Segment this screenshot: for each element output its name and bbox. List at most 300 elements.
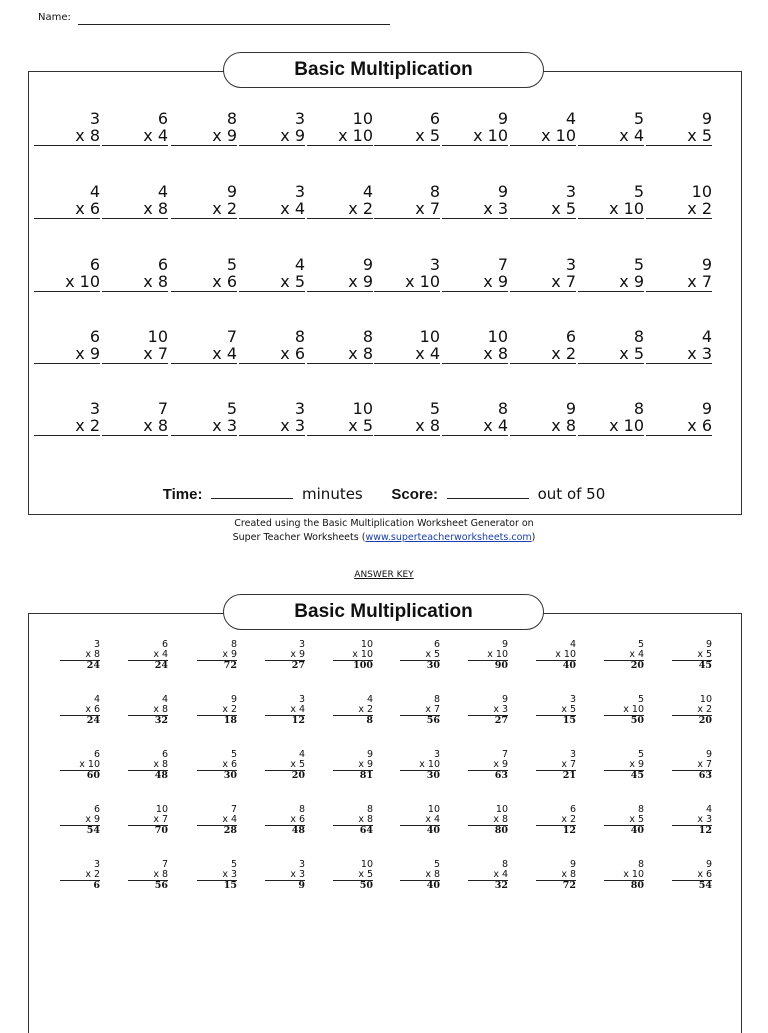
answer: 27 (291, 660, 305, 671)
problem-item (34, 400, 100, 436)
answer: 40 (562, 660, 576, 671)
problem-item (307, 328, 373, 364)
multiplicand: 8 (501, 859, 508, 870)
problem-item (34, 183, 100, 219)
multiplier: x 10 (60, 760, 100, 771)
multiplier: x 8 (374, 417, 440, 436)
multiplier: x 5 (510, 200, 576, 219)
answer-key-item (197, 640, 237, 671)
multiplicand: 7 (501, 749, 508, 760)
problem-item (374, 400, 440, 436)
multiplicand: 9 (705, 749, 712, 760)
answer-key-item (468, 750, 508, 781)
answer: 72 (223, 660, 237, 671)
multiplicand: 5 (230, 749, 237, 760)
multiplier: x 8 (536, 870, 576, 881)
multiplier: x 3 (646, 345, 712, 364)
problem-item (102, 110, 168, 146)
multiplicand: 3 (89, 109, 100, 128)
multiplicand: 3 (298, 859, 305, 870)
answer: 32 (494, 880, 508, 891)
problem-item (442, 400, 508, 436)
problem-item (307, 400, 373, 436)
multiplicand: 7 (226, 327, 237, 346)
answer: 28 (223, 825, 237, 836)
multiplicand: 3 (89, 399, 100, 418)
credit-link[interactable]: www.superteacherworksheets.com (365, 532, 532, 543)
multiplicand: 8 (362, 327, 373, 346)
answer-key-item (265, 640, 305, 671)
multiplier: x 6 (672, 870, 712, 881)
answer: 40 (426, 880, 440, 891)
multiplier: x 5 (239, 273, 305, 292)
multiplicand: 5 (637, 694, 644, 705)
score-label: Score: (391, 486, 439, 503)
answer-key-item (128, 640, 168, 671)
answer-key-item (604, 805, 644, 836)
multiplier: x 4 (468, 870, 508, 881)
multiplier: x 10 (333, 650, 373, 661)
multiplier: x 5 (400, 650, 440, 661)
problem-item (510, 256, 576, 292)
multiplier: x 10 (307, 127, 373, 146)
answer: 30 (223, 770, 237, 781)
answer: 63 (698, 770, 712, 781)
problem-item (239, 183, 305, 219)
answer-key-item (468, 640, 508, 671)
answer-key-item (333, 860, 373, 891)
multiplier: x 5 (374, 127, 440, 146)
credit-prefix: Super Teacher Worksheets ( (232, 532, 366, 543)
multiplicand: 5 (633, 182, 644, 201)
name-field[interactable] (78, 24, 390, 25)
problem-item (510, 110, 576, 146)
multiplicand: 5 (429, 399, 440, 418)
multiplicand: 8 (433, 694, 440, 705)
multiplier: x 4 (578, 127, 644, 146)
multiplicand: 5 (637, 749, 644, 760)
multiplier: x 7 (400, 705, 440, 716)
answer: 90 (494, 660, 508, 671)
answer: 30 (426, 770, 440, 781)
multiplicand: 8 (230, 639, 237, 650)
multiplicand: 10 (360, 859, 373, 870)
multiplier: x 3 (672, 815, 712, 826)
multiplicand: 4 (93, 694, 100, 705)
answer-key-item (333, 695, 373, 726)
multiplicand: 10 (487, 327, 508, 346)
multiplier: x 3 (197, 870, 237, 881)
multiplicand: 10 (155, 804, 168, 815)
problem-item (646, 183, 712, 219)
multiplicand: 4 (569, 639, 576, 650)
multiplicand: 8 (637, 859, 644, 870)
answer-key-item (672, 805, 712, 836)
multiplier: x 9 (468, 760, 508, 771)
answer-key-item (400, 805, 440, 836)
multiplier: x 2 (510, 345, 576, 364)
answer-key-item (468, 805, 508, 836)
multiplicand: 6 (157, 255, 168, 274)
problem-item (374, 328, 440, 364)
multiplicand: 9 (705, 859, 712, 870)
multiplier: x 5 (265, 760, 305, 771)
multiplier: x 10 (604, 870, 644, 881)
multiplier: x 8 (128, 760, 168, 771)
multiplicand: 8 (637, 804, 644, 815)
multiplicand: 3 (565, 255, 576, 274)
answer: 20 (630, 660, 644, 671)
answer-key-item (333, 805, 373, 836)
multiplicand: 4 (565, 109, 576, 128)
multiplicand: 8 (429, 182, 440, 201)
multiplier: x 2 (536, 815, 576, 826)
multiplier: x 3 (265, 870, 305, 881)
answer: 48 (291, 825, 305, 836)
answer: 24 (154, 660, 168, 671)
multiplier: x 9 (604, 760, 644, 771)
multiplier: x 5 (672, 650, 712, 661)
multiplier: x 9 (333, 760, 373, 771)
multiplier: x 2 (34, 417, 100, 436)
multiplier: x 4 (197, 815, 237, 826)
multiplicand: 4 (294, 255, 305, 274)
multiplier: x 6 (60, 705, 100, 716)
multiplier: x 4 (442, 417, 508, 436)
multiplicand: 3 (294, 399, 305, 418)
multiplicand: 3 (294, 182, 305, 201)
answer-key-item (604, 695, 644, 726)
multiplicand: 5 (633, 255, 644, 274)
multiplier: x 2 (646, 200, 712, 219)
multiplicand: 5 (226, 255, 237, 274)
multiplicand: 5 (637, 639, 644, 650)
multiplicand: 8 (294, 327, 305, 346)
multiplier: x 8 (510, 417, 576, 436)
multiplier: x 9 (578, 273, 644, 292)
problem-item (578, 400, 644, 436)
problem-item (34, 256, 100, 292)
time-label: Time: (162, 486, 203, 503)
problem-item (171, 183, 237, 219)
multiplier: x 7 (536, 760, 576, 771)
credit-text (0, 517, 768, 545)
multiplier: x 4 (400, 815, 440, 826)
problem-item (239, 110, 305, 146)
multiplier: x 7 (102, 345, 168, 364)
multiplier: x 10 (604, 705, 644, 716)
answer-key-item (265, 750, 305, 781)
problem-item (510, 183, 576, 219)
multiplier: x 9 (239, 127, 305, 146)
answer: 15 (562, 715, 576, 726)
answer: 12 (698, 825, 712, 836)
problem-item (239, 400, 305, 436)
answer-key-item (400, 695, 440, 726)
answer-key-item (197, 750, 237, 781)
multiplicand: 10 (419, 327, 440, 346)
time-blank[interactable] (211, 484, 293, 499)
multiplier: x 8 (34, 127, 100, 146)
multiplicand: 10 (352, 109, 373, 128)
multiplier: x 3 (468, 705, 508, 716)
problem-item (646, 256, 712, 292)
multiplier: x 7 (646, 273, 712, 292)
answer: 50 (359, 880, 373, 891)
answer-key-item (604, 750, 644, 781)
multiplier: x 6 (34, 200, 100, 219)
multiplier: x 5 (307, 417, 373, 436)
answer-key-item (128, 805, 168, 836)
multiplier: x 8 (333, 815, 373, 826)
multiplicand: 9 (497, 109, 508, 128)
multiplier: x 10 (442, 127, 508, 146)
problem-item (307, 183, 373, 219)
multiplicand: 3 (569, 694, 576, 705)
multiplier: x 6 (265, 815, 305, 826)
multiplicand: 10 (691, 182, 712, 201)
worksheet-title: Basic Multiplication (223, 52, 544, 88)
multiplier: x 5 (536, 705, 576, 716)
multiplicand: 8 (633, 327, 644, 346)
multiplicand: 3 (93, 639, 100, 650)
multiplier: x 8 (102, 200, 168, 219)
problem-item (171, 256, 237, 292)
multiplier: x 3 (171, 417, 237, 436)
multiplier: x 4 (102, 127, 168, 146)
multiplier: x 4 (239, 200, 305, 219)
answer-key-item (60, 805, 100, 836)
multiplicand: 9 (705, 639, 712, 650)
answer-key-item (60, 750, 100, 781)
multiplier: x 9 (34, 345, 100, 364)
multiplicand: 4 (362, 182, 373, 201)
multiplicand: 6 (569, 804, 576, 815)
multiplier: x 6 (646, 417, 712, 436)
answer-key-item (265, 860, 305, 891)
answer: 8 (366, 715, 373, 726)
answer: 12 (291, 715, 305, 726)
answer: 20 (698, 715, 712, 726)
problem-item (374, 256, 440, 292)
multiplicand: 6 (433, 639, 440, 650)
answer-key-item (60, 640, 100, 671)
answer-key-item (536, 750, 576, 781)
multiplier: x 8 (128, 705, 168, 716)
multiplicand: 6 (565, 327, 576, 346)
answer: 50 (630, 715, 644, 726)
score-blank[interactable] (447, 484, 529, 499)
answer: 21 (562, 770, 576, 781)
multiplicand: 9 (501, 694, 508, 705)
multiplicand: 3 (433, 749, 440, 760)
problem-item (510, 328, 576, 364)
answer: 20 (291, 770, 305, 781)
multiplicand: 8 (366, 804, 373, 815)
credit-line-2 (0, 531, 768, 545)
multiplicand: 3 (93, 859, 100, 870)
multiplicand: 7 (161, 859, 168, 870)
problem-item (102, 183, 168, 219)
multiplicand: 5 (433, 859, 440, 870)
problem-item (578, 256, 644, 292)
multiplicand: 10 (427, 804, 440, 815)
multiplier: x 10 (34, 273, 100, 292)
multiplicand: 4 (705, 804, 712, 815)
worksheet-footer (0, 484, 768, 503)
multiplicand: 5 (633, 109, 644, 128)
answer: 45 (698, 660, 712, 671)
multiplicand: 8 (633, 399, 644, 418)
problem-item (34, 328, 100, 364)
answer-key-title: Basic Multiplication (223, 594, 544, 630)
multiplicand: 4 (366, 694, 373, 705)
answer: 40 (426, 825, 440, 836)
answer-key-item (333, 750, 373, 781)
multiplier: x 2 (333, 705, 373, 716)
problem-item (307, 110, 373, 146)
answer-key-item (536, 805, 576, 836)
answer-key-item (400, 640, 440, 671)
multiplicand: 9 (501, 639, 508, 650)
multiplier: x 8 (307, 345, 373, 364)
multiplicand: 6 (93, 804, 100, 815)
answer-key-item (672, 640, 712, 671)
multiplier: x 9 (442, 273, 508, 292)
answer: 54 (698, 880, 712, 891)
answer: 40 (630, 825, 644, 836)
problem-item (578, 183, 644, 219)
name-label: Name: (38, 12, 71, 23)
multiplicand: 10 (699, 694, 712, 705)
problem-item (171, 400, 237, 436)
answer-key-item (128, 695, 168, 726)
multiplicand: 10 (495, 804, 508, 815)
answer: 24 (86, 660, 100, 671)
out-of-label: out of 50 (537, 485, 606, 503)
answer-key-item (197, 695, 237, 726)
multiplier: x 10 (468, 650, 508, 661)
answer: 15 (223, 880, 237, 891)
multiplier: x 10 (578, 200, 644, 219)
multiplicand: 9 (701, 399, 712, 418)
answer-key-item (468, 695, 508, 726)
problem-item (34, 110, 100, 146)
multiplier: x 9 (171, 127, 237, 146)
problem-item (442, 328, 508, 364)
multiplier: x 9 (197, 650, 237, 661)
multiplier: x 5 (604, 815, 644, 826)
multiplier: x 2 (60, 870, 100, 881)
multiplicand: 4 (161, 694, 168, 705)
multiplicand: 7 (157, 399, 168, 418)
answer: 81 (359, 770, 373, 781)
answer: 18 (223, 715, 237, 726)
problem-item (646, 400, 712, 436)
multiplier: x 4 (604, 650, 644, 661)
problem-item (374, 110, 440, 146)
problem-item (646, 110, 712, 146)
answer-key-item (265, 805, 305, 836)
answer: 6 (93, 880, 100, 891)
multiplicand: 10 (352, 399, 373, 418)
answer-key-item (197, 860, 237, 891)
multiplier: x 7 (672, 760, 712, 771)
multiplier: x 8 (102, 417, 168, 436)
multiplicand: 9 (230, 694, 237, 705)
multiplier: x 2 (197, 705, 237, 716)
multiplier: x 4 (171, 345, 237, 364)
answer: 72 (562, 880, 576, 891)
problem-item (102, 256, 168, 292)
multiplicand: 4 (701, 327, 712, 346)
multiplicand: 6 (93, 749, 100, 760)
minutes-label: minutes (302, 485, 363, 503)
answer: 9 (298, 880, 305, 891)
multiplier: x 10 (510, 127, 576, 146)
answer: 80 (494, 825, 508, 836)
multiplier: x 7 (510, 273, 576, 292)
problem-item (442, 110, 508, 146)
multiplier: x 8 (60, 650, 100, 661)
multiplier: x 10 (374, 273, 440, 292)
answer-key-item (604, 640, 644, 671)
answer: 100 (353, 660, 373, 671)
problem-item (307, 256, 373, 292)
multiplier: x 6 (197, 760, 237, 771)
multiplicand: 9 (366, 749, 373, 760)
multiplicand: 8 (497, 399, 508, 418)
answer: 56 (154, 880, 168, 891)
multiplicand: 5 (230, 859, 237, 870)
answer-key-item (536, 695, 576, 726)
answer-key-item (333, 640, 373, 671)
problem-item (442, 256, 508, 292)
multiplier: x 2 (307, 200, 373, 219)
multiplier: x 6 (239, 345, 305, 364)
problem-item (510, 400, 576, 436)
answer: 48 (154, 770, 168, 781)
answer-key-item (400, 750, 440, 781)
answer: 63 (494, 770, 508, 781)
multiplicand: 3 (298, 694, 305, 705)
multiplicand: 6 (161, 639, 168, 650)
multiplicand: 3 (569, 749, 576, 760)
answer: 30 (426, 660, 440, 671)
multiplier: x 5 (333, 870, 373, 881)
multiplier: x 7 (374, 200, 440, 219)
answer: 80 (630, 880, 644, 891)
answer-key-label: ANSWER KEY (354, 570, 414, 580)
multiplier: x 4 (265, 705, 305, 716)
answer-key-item (672, 750, 712, 781)
multiplicand: 9 (362, 255, 373, 274)
answer-key-item (672, 860, 712, 891)
answer: 27 (494, 715, 508, 726)
multiplier: x 9 (265, 650, 305, 661)
answer-key-item (536, 860, 576, 891)
multiplier: x 10 (578, 417, 644, 436)
answer: 32 (154, 715, 168, 726)
multiplier: x 2 (171, 200, 237, 219)
multiplicand: 4 (157, 182, 168, 201)
multiplicand: 9 (497, 182, 508, 201)
multiplier: x 10 (536, 650, 576, 661)
multiplicand: 3 (294, 109, 305, 128)
answer-key-item (197, 805, 237, 836)
answer-key-item (672, 695, 712, 726)
answer: 60 (86, 770, 100, 781)
